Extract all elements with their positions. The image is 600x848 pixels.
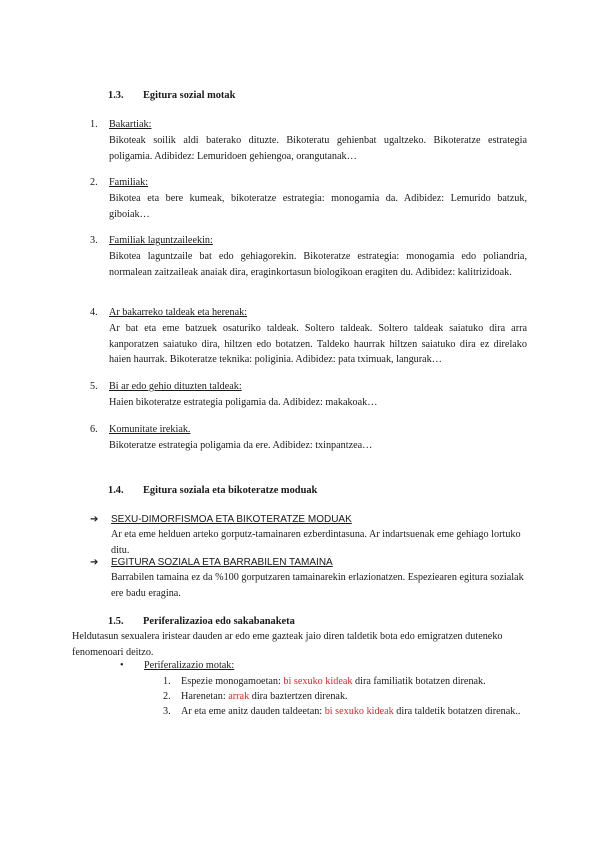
section-title: Egitura soziala eta bikoteratze moduak: [143, 485, 318, 496]
sub-item-text-after: dira baztertzen direnak.: [249, 691, 348, 702]
arrow-icon: ➔: [90, 557, 99, 568]
bullet-icon: •: [120, 660, 124, 671]
section-title: Egitura sozial motak: [143, 90, 236, 101]
item-label: Ar bakarreko taldeak eta herenak:: [109, 307, 248, 318]
section-title: Periferalizazioa edo sakabanaketa: [143, 616, 295, 627]
sub-item-text-before: Harenetan:: [181, 691, 229, 702]
item-number: 4.: [90, 307, 98, 318]
item-text: Bikoteratze estrategia poligamia da ere. Adibidez: txinpantzea…: [109, 440, 373, 451]
highlighted-text: arrak: [228, 691, 250, 702]
sub-item-number: 1.: [163, 676, 171, 687]
sub-item-number: 2.: [163, 691, 171, 702]
sub-item-text: [181, 704, 521, 720]
section-number: 1.3.: [108, 90, 124, 101]
sub-item-text-before: Ar eta eme anitz dauden taldeetan:: [181, 706, 325, 717]
arrow-item-label: EGITURA SOZIALA ETA BARRABILEN TAMAINA: [111, 557, 333, 568]
item-text: Bikoteak soilik aldi baterako dituzte. Bikoteratu gehienbat ugaltzeko. Bikoteratze estrategia poligamia. Adibidez: Lemuridoen gehiengoa, orangutanak…: [109, 135, 527, 162]
item-label: Bakartiak:: [109, 119, 152, 130]
sub-item-text-after: dira taldetik botatzen direnak..: [393, 706, 521, 717]
highlighted-text: bi sexuko kideak: [283, 676, 353, 687]
item-text: Ar bat eta eme batzuek osaturiko taldeak. Soltero taldeak. Soltero taldeak saiatuko dira arra kanporatzen saiatuko dira, hiltzen edo botatzen. Taldeko haurrak hiltzen saiatuko dira ez direlako haien haurrak. Bikoteratze teknika: poliginia. Adibidez: pata tximuak, langurak…: [109, 323, 527, 366]
arrow-item-label: SEXU-DIMORFISMOA ETA BIKOTERATZE MODUAK: [111, 514, 352, 525]
item-label: Komunitate irekiak.: [109, 424, 191, 435]
section-number: 1.5.: [108, 616, 124, 627]
arrow-item-text: Ar eta eme helduen arteko gorputz-tamainaren ezberdintasuna. Ar indartsuenak eme gehiago lortuko ditu.: [111, 529, 521, 556]
section-number: 1.4.: [108, 485, 124, 496]
item-number: 5.: [90, 381, 98, 392]
item-label: Bi ar edo gehio dituzten taldeak:: [109, 381, 242, 392]
item-text: Bikotea eta bere kumeak, bikoteratze estrategia: monogamia da. Adibidez: Lemurido batzuk, giboiak…: [109, 193, 527, 220]
sub-item-number: 3.: [163, 706, 171, 717]
highlighted-text: bi sexuko kideak: [324, 706, 394, 717]
sub-item-text: [181, 674, 521, 690]
arrow-item-text: Barrabilen tamaina ez da %100 gorputzaren tamainarekin erlazionatzen. Espeziearen egitura sozialak ere badu eragina.: [111, 572, 524, 599]
bullet-label: Periferalizazio motak:: [144, 660, 235, 671]
item-number: 3.: [90, 235, 98, 246]
item-label: Familiak:: [109, 177, 149, 188]
arrow-icon: ➔: [90, 514, 99, 525]
intro-paragraph: Heldutasun sexualera iristear dauden ar edo eme gazteak jaio diren taldetik bota edo emigratzen duteneko fenomenoari deitzo.: [72, 631, 503, 658]
item-label: Familiak laguntzaileekin:: [109, 235, 213, 246]
sub-item-text: [181, 689, 521, 705]
sub-item-text-after: dira familiatik botatzen direnak.: [352, 676, 486, 687]
item-text: Bikotea laguntzaile bat edo gehiagorekin. Bikoteratze estrategia: monogamia edo poliandria, normalean zaitzaileak anaiak dira, eraginkortasun biologikoan eragiten du. Adibidez: kalitrizidoak.: [109, 251, 527, 278]
item-number: 2.: [90, 177, 98, 188]
item-number: 1.: [90, 119, 98, 130]
sub-item-text-before: Espezie monogamoetan:: [181, 676, 284, 687]
item-number: 6.: [90, 424, 98, 435]
item-text: Haien bikoteratze estrategia poligamia da. Adibidez: makakoak…: [109, 397, 378, 408]
